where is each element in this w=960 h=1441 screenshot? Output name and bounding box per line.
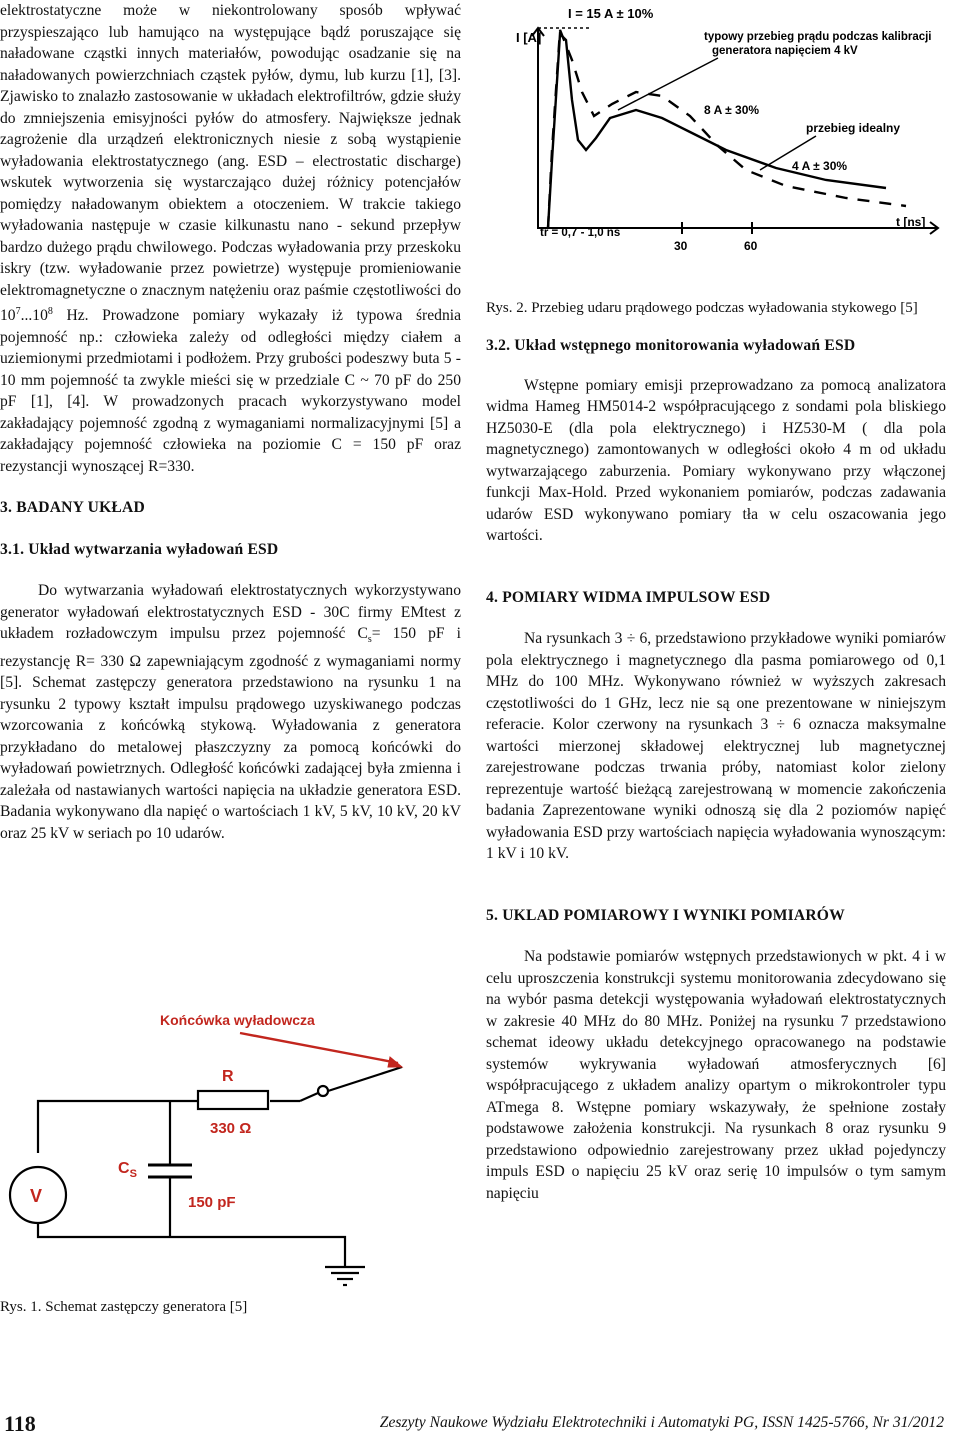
source-label: V <box>30 1186 43 1206</box>
section-3-heading: 3. BADANY UKŁAD <box>0 499 145 517</box>
section-3-1-heading: 3.1. Układ wytwarzania wyładowań ESD <box>0 540 279 558</box>
level-4a-label: 4 A ± 30% <box>792 159 848 173</box>
figure-2-caption: Rys. 2. Przebieg udaru prądowego podczas wyładowania stykowego [5] <box>486 300 918 316</box>
figure-1-circuit <box>0 1005 461 1295</box>
journal-citation: Zeszyty Naukowe Wydziału Elektrotechniki i Automatyki PG, ISSN 1425-5766, Nr 31/2012 <box>379 1414 944 1431</box>
paragraph-esd-generator: Do wytwarzania wyładowań elektrostatycznych wykorzystywano generator wyładowań elektrostatycznych ESD - 30C firmy EMtest z układem rozładowczym impulsu przez pojemność $C_s= 150$ pF i rezystancję R= 330 Ω zapewniającym zgodność z wymaganiami normy [5]. Schemat zastępczy generatora przedstawiono na rysunku 1 na rysunku 2 typowy kształt impulsu prądowego uzyskiwanego podczas wzorcowania z końcówką stykową. Wyładowania z generatora przykładano do metalowej płaszczyzny za pomocą końcówki do wyładowań powietrznych. Odległość końcówki zadającej była zmienna i zależała od nastawianych wartości napięcia na układzie generatora ESD. Badania wykonywano dla napięć o wartościach 1 kV, 5 kV, 10 kV, 20 kV oraz 25 kV w seriach po 10 udarów. <box>0 582 461 842</box>
paragraph-intro-continued: elektrostatyczne może w niekontrolowany sposób wpływać przyspieszająco lub hamująco na występujące bądź poruszające się naładowane cząstki innych materiałów, powodując osadzanie się na naładowanych powierzchniach cząstek pyłów, dymu, lub kurzu [1], [3]. Zjawisko to znalazło zastosowanie w układach elektrofiltrów, gdzie służy do zmniejszenia emisyjności pyłów do atmosfery. Największe jednak zagrożenie dla urządzeń elektronicznych niesie z sobą wystąpienie wyładowania elektrostatycznego (ang. ESD – electrostatic discharge) wskutek wytworzenia się wystarczająco dużej różnicy potencjałów pomiędzy naładowanym obiektem a otoczeniem. W trakcie takiego wyładowania następuje w czasie kilkunastu nano - sekund przepływ bardzo dużego prądu chwilowego. Podczas wyładowania przy przeskoku iskry (tzw. wyładowanie przez powietrze) występuje promieniowanie elektromagnetyczne o znacznym natężeniu oraz paśmie częstotliwości do $10^7...10^8$ Hz. Prowadzone pomiary wykazały iż typowa średnia pojemność np.: człowieka zależy od odległości między ciałem a uziemionymi przedmiotami i podłożem. Przy grubości podeszwy buta 5 - 10 mm pojemność ta zwykle mieści się w przedziale C ~ 70 pF do 250 pF [1], [4]. W prowadzonych pracach wykorzystywano model zakładający pojemność zgodną z wymaganiami normalizacyjnymi [5] a zakładający pojemność człowieka na poziomie C = 150 pF oraz rezystancji wynoszącej R=330. <box>0 2 461 475</box>
calibration-label-2: generatora napięciem 4 kV <box>712 45 858 57</box>
paragraph-spectrum: Na rysunkach 3 ÷ 6, przedstawiono przykładowe wyniki pomiarów pola elektrycznego i magnetycznego dla pasma pomiarowego od 0,1 MHz do 100 MHz. Wykonywano również w wyższych zakresach częstotliwości do 1 GHz, lecz nie są one prezentowane w niniejszym referacie. Kolor czerwony na rysunkach 3 ÷ 6 oznacza maksymalne wartości mierzonej składowej elektrycznej lub magnetycznej zarejestrowane podczas trwania próby, natomiast kolor zielony reprezentuje wartość bieżącą zarejestrowaną w momencie zakończenia badania Zaprezentowane wyniki odnoszą się dla 2 poziomów napięć wyładowania ESD przy wartościach napięcia wyładowania wynoszącym: 1 kV i 10 kV. <box>486 630 946 862</box>
tip-label: Końcówka wyładowcza <box>160 1012 315 1028</box>
left-column <box>0 0 461 844</box>
right-column <box>486 0 946 1204</box>
x-tick-30: 30 <box>674 239 688 253</box>
level-8a-label: 8 A ± 30% <box>704 103 760 117</box>
page-footer <box>0 1393 946 1441</box>
page-number: 118 <box>4 1411 36 1436</box>
capacitor-label: $C_S$ <box>118 1160 137 1180</box>
ideal-label: przebieg idealny <box>806 121 901 135</box>
paragraph-measurement: Na podstawie pomiarów wstępnych przedstawionych w pkt. 4 i w celu uproszczenia konstrukcji systemu monitorowania zdecydowano się na wybór pasma detekcji występowania wyładowań elektrostatycznych w zakresie 40 MHz do 80 MHz. Poniżej na rysunku 7 przedstawiono schemat ideowy układu detekcyjnego opracowanego na podstawie systemów wykrywania wyładowań atmosferycznych [6] współpracującego z układem analizy opartym o mikrokontroler typu ATmega 8. Wstępne pomiary wskazywały, że spełnione zostały podstawowe założenia konstrukcji. Na rysunkach 8 oraz rysunku 9 przedstawiono odpowiednio zarejestrowany przez układ pojedynczy impuls ESD o napięciu 25 kV oraz serię 10 impulsów o tym samym napięciu <box>486 948 946 1202</box>
rise-time-label: tr = 0,7 - 1,0 ns <box>540 227 621 239</box>
capacitor-value: 150 pF <box>188 1194 236 1211</box>
discharge-tip-contact <box>318 1086 328 1096</box>
figure-1-caption: Rys. 1. Schemat zastępczy generatora [5] <box>0 1299 248 1315</box>
section-4-heading: 4. POMIARY WIDMA IMPULSOW ESD <box>486 588 771 606</box>
calibration-label-1: typowy przebieg prądu podczas kalibracji <box>704 31 932 43</box>
resistor-value: 330 Ω <box>210 1120 252 1137</box>
resistor-r <box>198 1091 268 1109</box>
arrow-icon <box>388 1057 402 1067</box>
x-axis-label: t [ns] <box>896 215 926 229</box>
section-5-heading: 5. UKLAD POMIAROWY I WYNIKI POMIARÓW <box>486 906 845 924</box>
wire-top-left <box>38 1101 170 1153</box>
y-axis-label: I [A] <box>516 30 542 45</box>
paragraph-monitoring: Wstępne pomiary emisji przeprowadzano za pomocą analizatora widma Hameg HM5014-2 współpracującego z sondami pola bliskiego HZ5030-E (dla pola elektrycznego) i HZ530-M ( dla pola magnetycznego) zamontowanych w odległości około 4 m od układu wytwarzającego zaburzenia. Pomiary wykonywano przy włączonej funkcji Max-Hold. Przed wykonaniem pomiarów, podczas zadawania udarów ESD wykonywano pomiary tła w celu oszacowania jego wartości. <box>486 376 946 544</box>
section-3-2-heading: 3.2. Układ wstępnego monitorowania wyładowań ESD <box>486 337 856 354</box>
peak-label: I = 15 A ± 10% <box>568 6 654 21</box>
resistor-label: R <box>222 1068 234 1085</box>
x-tick-60: 60 <box>744 239 758 253</box>
